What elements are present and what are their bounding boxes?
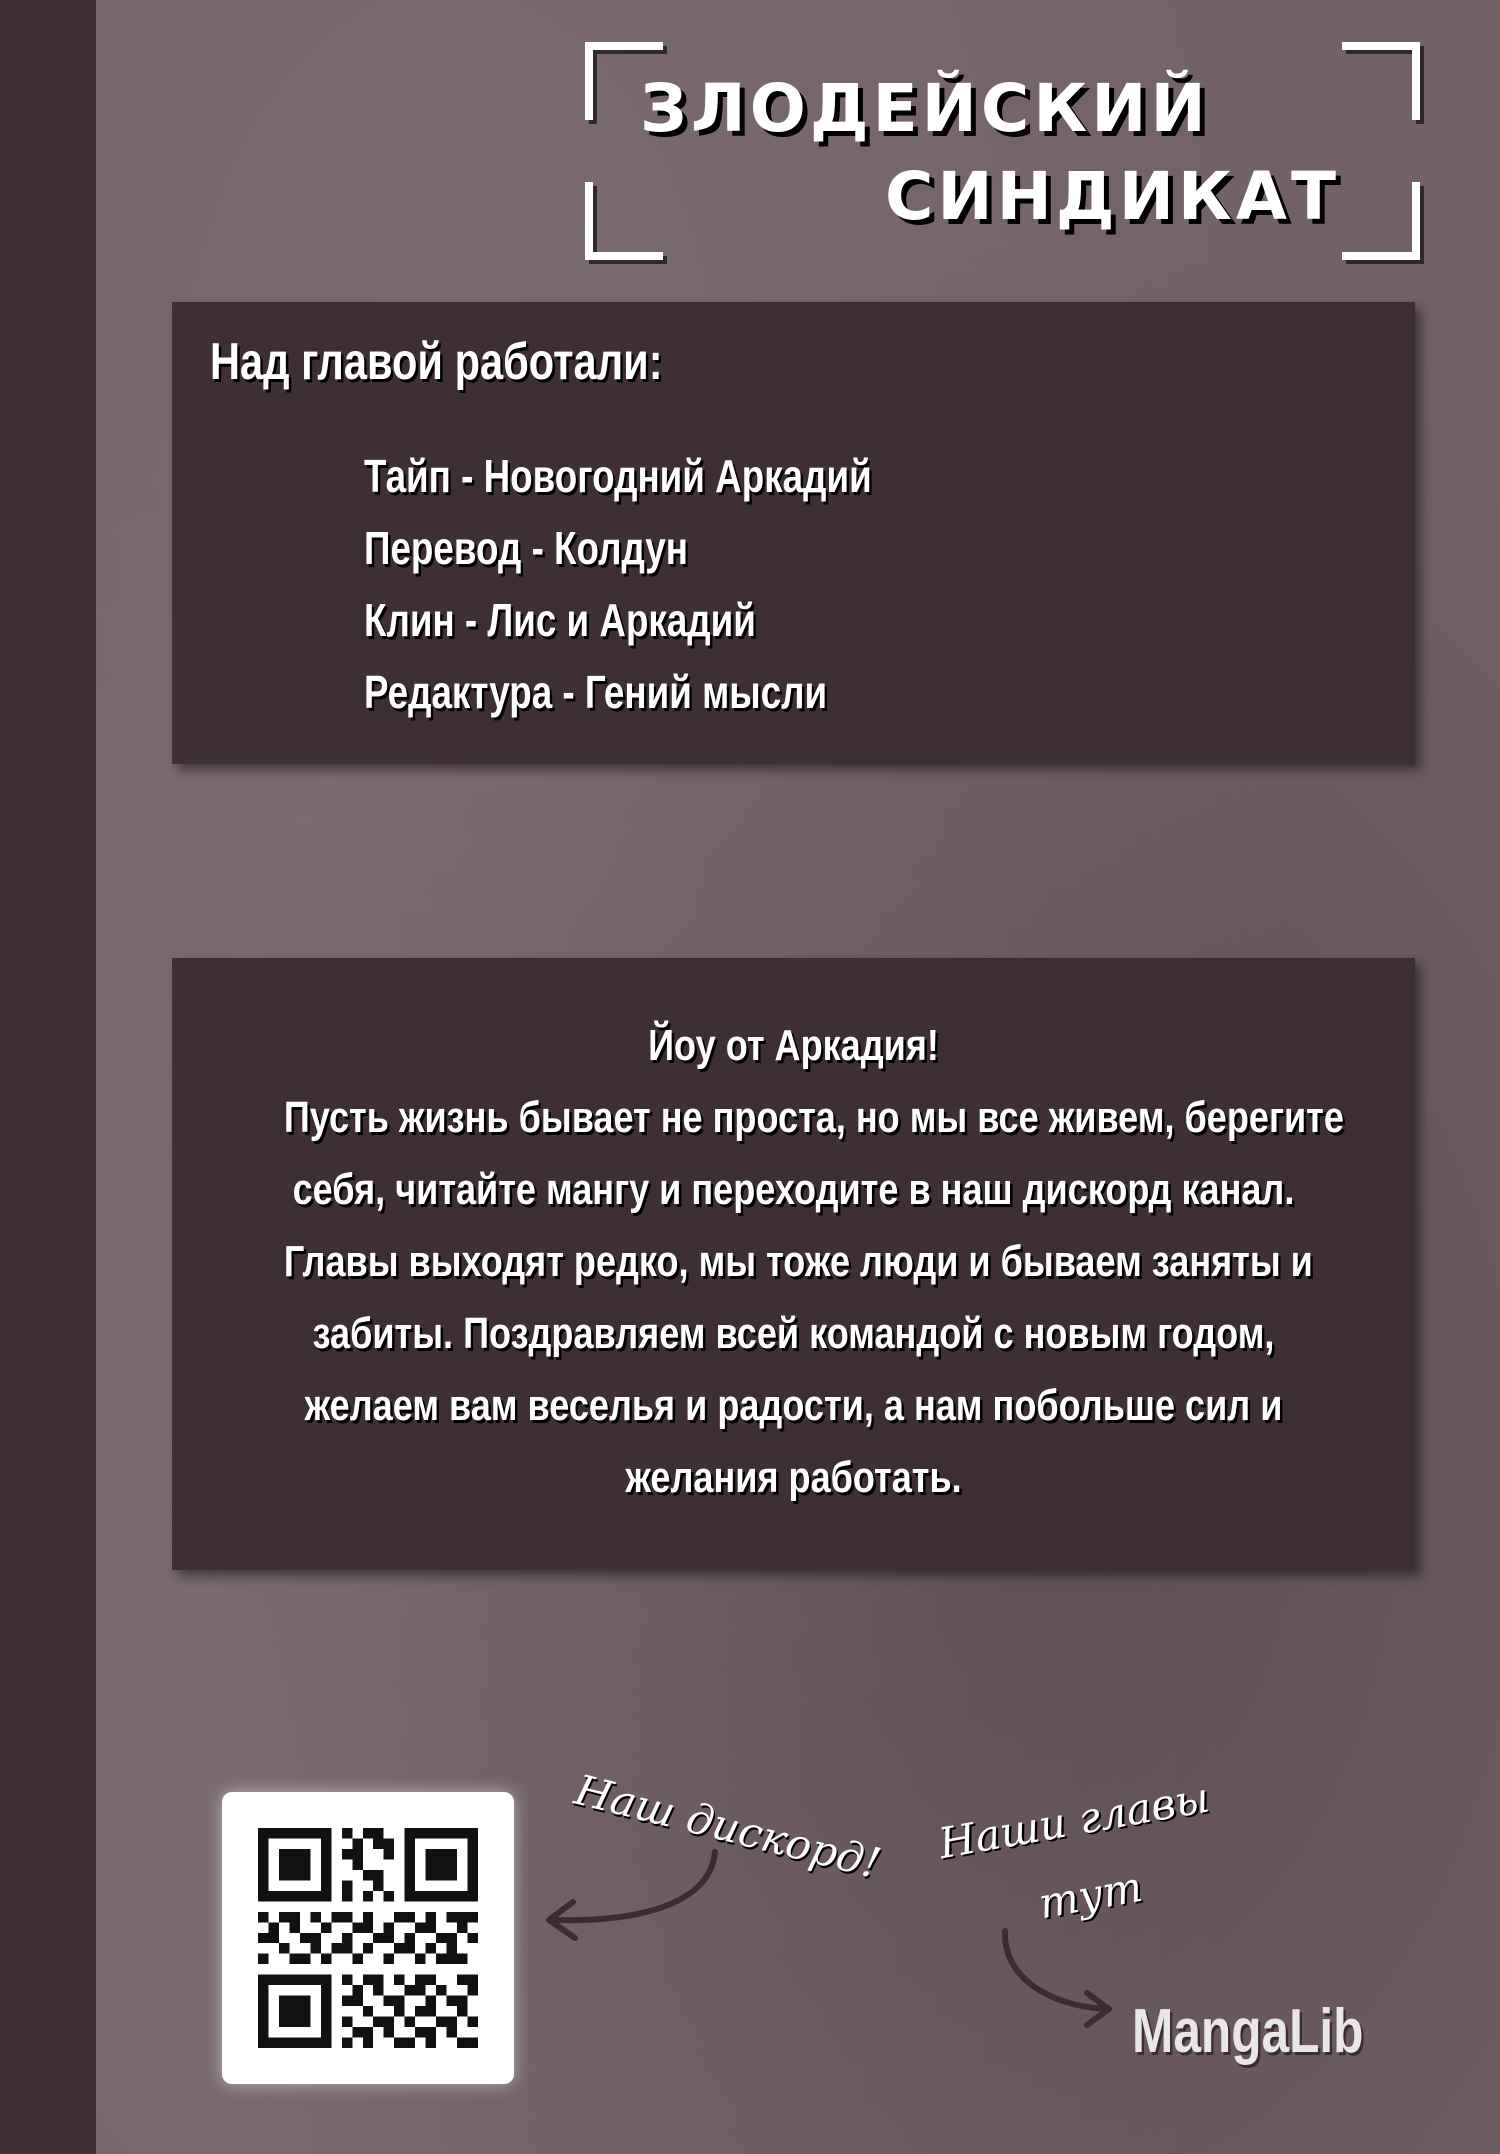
credit-item-translation: Перевод - Колдун — [364, 522, 688, 574]
message-line: забиты. Поздравляем всей командой с новым годом, — [312, 1309, 1275, 1358]
credit-item-edit: Редактура - Гений мысли — [364, 666, 828, 718]
qr-code-icon — [258, 1828, 478, 2048]
message-greeting: Йоу от Аркадия! — [648, 1021, 939, 1070]
message-line: желаем вам веселья и радости, а нам побольше сил и — [304, 1381, 1283, 1430]
discord-qr-code[interactable] — [222, 1792, 514, 2084]
credits-panel — [172, 302, 1415, 764]
title-frame-corner-top-right — [1342, 42, 1420, 120]
message-line: Пусть жизнь бывает не проста, но мы все живем, берегите — [283, 1093, 1344, 1142]
credit-item-clean: Клин - Лис и Аркадий — [364, 594, 756, 646]
chapters-note-line1: Наши главы — [935, 1772, 1213, 1869]
mangalib-logo[interactable]: MangaLib — [1132, 1997, 1364, 2066]
message-line: Главы выходят редко, мы тоже люди и бываем заняты и — [283, 1237, 1313, 1286]
message-panel — [172, 958, 1415, 1570]
team-title-line2: СИНДИКАТ — [885, 158, 1340, 235]
discord-note: Наш дискорд! — [570, 1765, 886, 1889]
credits-heading: Над главой работали: — [210, 333, 663, 391]
credit-item-type: Тайп - Новогодний Аркадий — [364, 450, 872, 502]
side-strip — [0, 0, 96, 2154]
message-text — [172, 1010, 1415, 1514]
message-line: желания работать. — [625, 1453, 962, 1502]
credits-list — [364, 440, 999, 728]
curved-arrow-left-icon — [535, 1842, 735, 1962]
message-line: себя, читайте мангу и переходите в наш дискорд канал. — [292, 1165, 1295, 1214]
chapters-note-line2: тут — [1035, 1861, 1146, 1929]
curved-arrow-right-icon — [995, 1925, 1135, 2035]
team-title-line1: ЗЛОДЕЙСКИЙ — [640, 70, 1210, 147]
title-frame-corner-bottom-left — [585, 182, 663, 260]
title-frame-corner-bottom-right — [1342, 182, 1420, 260]
